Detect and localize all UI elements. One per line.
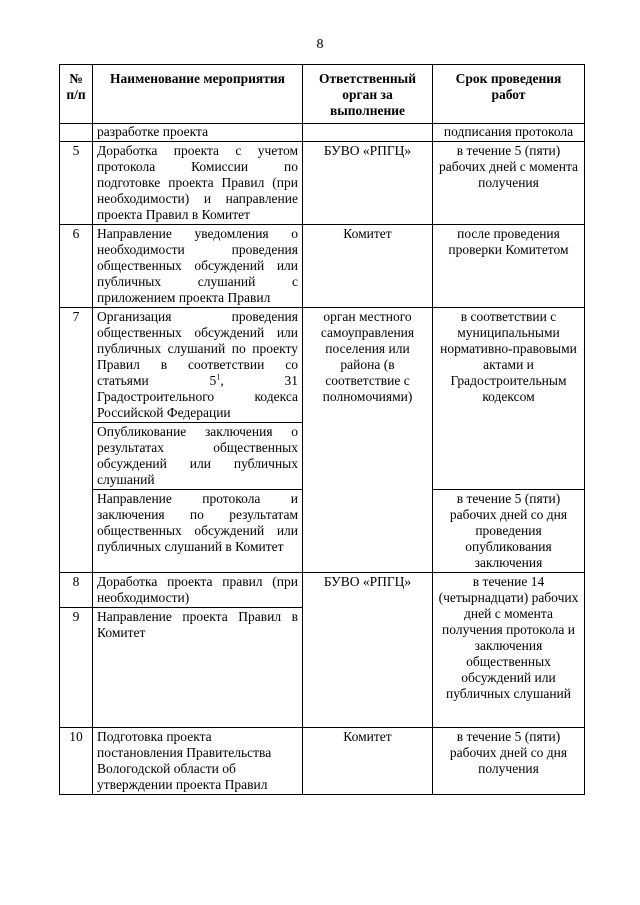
row-name	[93, 308, 303, 423]
table-row	[60, 308, 585, 423]
row-responsible: БУВО «РПГЦ»	[303, 573, 433, 728]
row-name-superscript: 1	[216, 372, 221, 382]
row-responsible: Комитет	[303, 225, 433, 308]
page-number: 8	[316, 37, 324, 52]
table-row	[60, 728, 585, 795]
row-name: Направление проекта Правил в Комитет	[93, 608, 303, 728]
row-num: 5	[60, 142, 93, 225]
table-row	[60, 124, 585, 142]
table-row	[60, 225, 585, 308]
header-term: Срок проведения работ	[433, 65, 585, 124]
row-name: Опубликование заключения о результатах общественных обсуждений или публичных слушаний	[93, 423, 303, 490]
row-name: Направление протокола и заключения по результатам общественных обсуждений или публичных слушаний в Комитет	[93, 490, 303, 573]
row-name-part-a: Организация проведения общественных обсуждений или публичных слушаний по проекту Правил в соответствии со статьями 5	[97, 309, 298, 388]
row-responsible: орган местного самоуправления поселения или района (в соответствие с полномочиями)	[303, 308, 433, 573]
row-name: Подготовка проекта постановления Правительства Вологодской области об утверждении проекта Правил	[93, 728, 303, 795]
row-num	[60, 124, 93, 142]
row-term: после проведения проверки Комитетом	[433, 225, 585, 308]
row-num: 7	[60, 308, 93, 573]
row-num: 8	[60, 573, 93, 608]
row-num: 10	[60, 728, 93, 795]
row-term: в течение 5 (пяти) рабочих дней со дня проведения опубликования заключения	[433, 490, 585, 573]
header-responsible: Ответственный орган за выполнение	[303, 65, 433, 124]
row-name: Доработка проекта с учетом протокола Комиссии по подготовке проекта Правил (при необходимости) и направление проекта Правил в Комитет	[93, 142, 303, 225]
row-name: разработке проекта	[93, 124, 303, 142]
row-num: 6	[60, 225, 93, 308]
row-term: в течение 14 (четырнадцати) рабочих дней с момента получения протокола и заключения общественных обсуждений или публичных слушаний	[433, 573, 585, 728]
row-name: Доработка проекта правил (при необходимости)	[93, 573, 303, 608]
table-row	[60, 573, 585, 608]
row-responsible	[303, 124, 433, 142]
row-name: Направление уведомления о необходимости проведения общественных обсуждений или публичных слушаний с приложением проекта Правил	[93, 225, 303, 308]
row-term: подписания протокола	[433, 124, 585, 142]
table-header-row	[60, 65, 585, 124]
row-term: в соответствии с муниципальными нормативно-правовыми актами и Градостроительным кодексом	[433, 308, 585, 490]
row-responsible: Комитет	[303, 728, 433, 795]
row-term: в течение 5 (пяти) рабочих дней со дня получения	[433, 728, 585, 795]
header-name: Наименование мероприятия	[93, 65, 303, 124]
row-name-part-b: , 31 Градостроительного кодекса Российской Федерации	[97, 373, 299, 420]
header-num: № п/п	[60, 65, 93, 124]
events-table	[59, 64, 585, 795]
row-num: 9	[60, 608, 93, 728]
table-row	[60, 142, 585, 225]
row-term: в течение 5 (пяти) рабочих дней с момента получения	[433, 142, 585, 225]
row-responsible: БУВО «РПГЦ»	[303, 142, 433, 225]
